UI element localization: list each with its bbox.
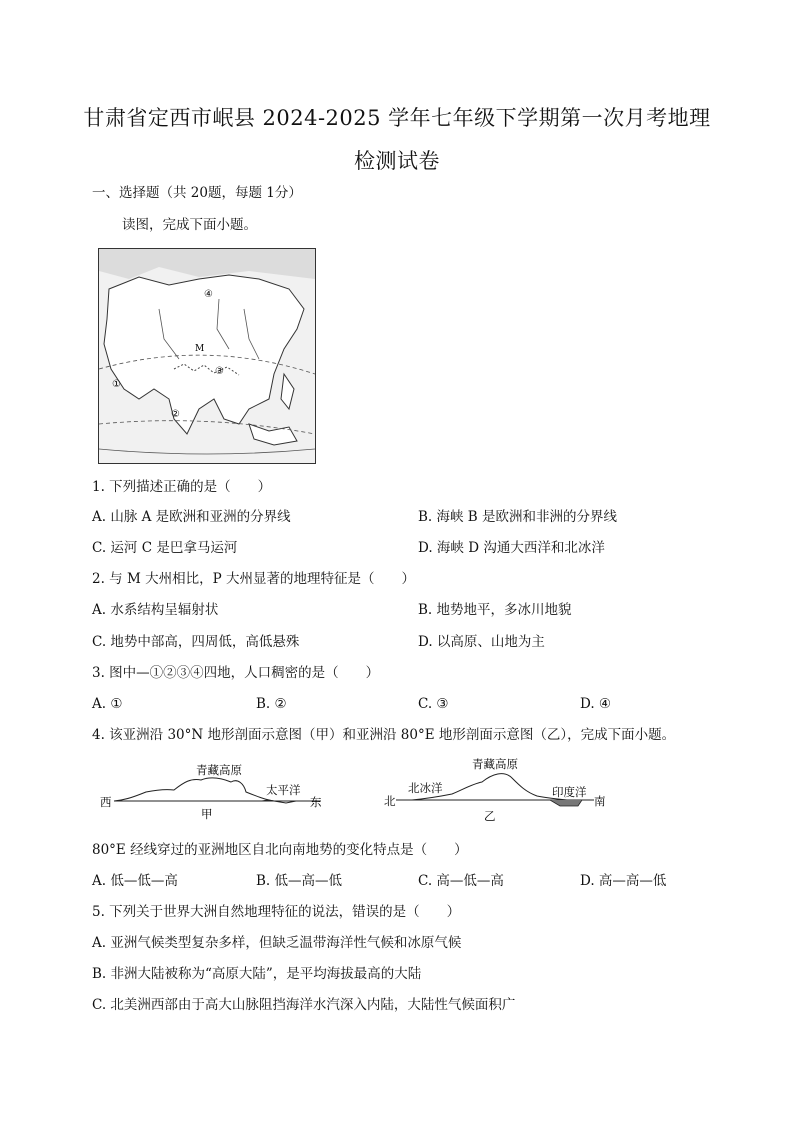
q4-option-b: B. 低—高—低 [256,873,343,889]
document-title-line2: 检测试卷 [354,149,440,173]
profile-yi [382,752,612,826]
profile-yi-ocean-south: 印度洋 [552,785,587,799]
profile-jia-ocean: 太平洋 [266,783,301,797]
map-label-1: ① [112,379,121,390]
q2-option-d: D. 以高原、山地为主 [418,634,545,650]
profile-jia [96,756,331,826]
asia-map-figure [98,248,316,464]
q3-stem: 3. 图中—①②③④四地，人口稠密的是（ ） [92,665,380,681]
intro-text: 读图，完成下面小题。 [122,217,257,233]
q2-option-b: B. 地势地平，多冰川地貌 [418,602,572,618]
map-label-M: M [195,344,205,354]
q4-option-c: C. 高—低—高 [418,873,504,889]
section-heading: 一、选择题（共 20题，每题 1分） [92,185,302,201]
q5-option-b: B. 非洲大陆被称为“高原大陆”，是平均海拔最高的大陆 [92,966,422,982]
profile-jia-name: 甲 [201,807,213,821]
q5-stem: 5. 下列关于世界大洲自然地理特征的说法，错误的是（ ） [92,904,461,920]
document-title-line1: 甘肃省定西市岷县 2024-2025 学年七年级下学期第一次月考地理 [83,106,711,130]
q4-option-a: A. 低—低—高 [92,873,178,889]
asia-map-svg [99,249,315,463]
q1-option-b: B. 海峡 B 是欧洲和非洲的分界线 [418,509,618,525]
profile-jia-peak: 青藏高原 [196,763,242,777]
map-label-4: ④ [204,289,213,300]
q3-option-a: A. ① [92,696,123,712]
q4-stem: 4. 该亚洲沿 30°N 地形剖面示意图（甲）和亚洲沿 80°E 地形剖面示意图（乙），完成下面小题。 [92,727,676,743]
map-label-3: ③ [215,366,224,377]
profile-jia-east: 东 [310,795,322,809]
profile-yi-peak: 青藏高原 [472,757,518,771]
q4-sub-question: 80°E 经线穿过的亚洲地区自北向南地势的变化特点是（ ） [92,842,468,858]
q1-option-c: C. 运河 C 是巴拿马运河 [92,540,238,556]
q4-option-d: D. 高—高—低 [580,873,667,889]
profile-yi-ocean-north: 北冰洋 [408,781,443,795]
profile-yi-south: 南 [594,794,606,808]
profile-yi-north: 北 [384,794,396,808]
q3-option-b: B. ② [256,696,287,712]
q5-option-c: C. 北美洲西部由于高大山脉阻挡海洋水汽深入内陆，大陆性气候面积广 [92,997,516,1013]
q3-option-d: D. ④ [580,696,612,712]
map-label-2: ② [171,409,180,420]
q1-option-d: D. 海峡 D 沟通大西洋和北冰洋 [418,540,605,556]
q2-option-c: C. 地势中部高，四周低，高低悬殊 [92,634,300,650]
q5-option-a: A. 亚洲气候类型复杂多样，但缺乏温带海洋性气候和冰原气候 [92,935,462,951]
q1-stem: 1. 下列描述正确的是（ ） [92,479,272,495]
q2-stem: 2. 与 M 大州相比，P 大州显著的地理特征是（ ） [92,571,415,587]
q2-option-a: A. 水系结构呈辐射状 [92,602,219,618]
q3-option-c: C. ③ [418,696,449,712]
profile-yi-name: 乙 [484,809,496,823]
profile-jia-west: 西 [100,795,112,809]
q1-option-a: A. 山脉 A 是欧洲和亚洲的分界线 [92,509,291,525]
